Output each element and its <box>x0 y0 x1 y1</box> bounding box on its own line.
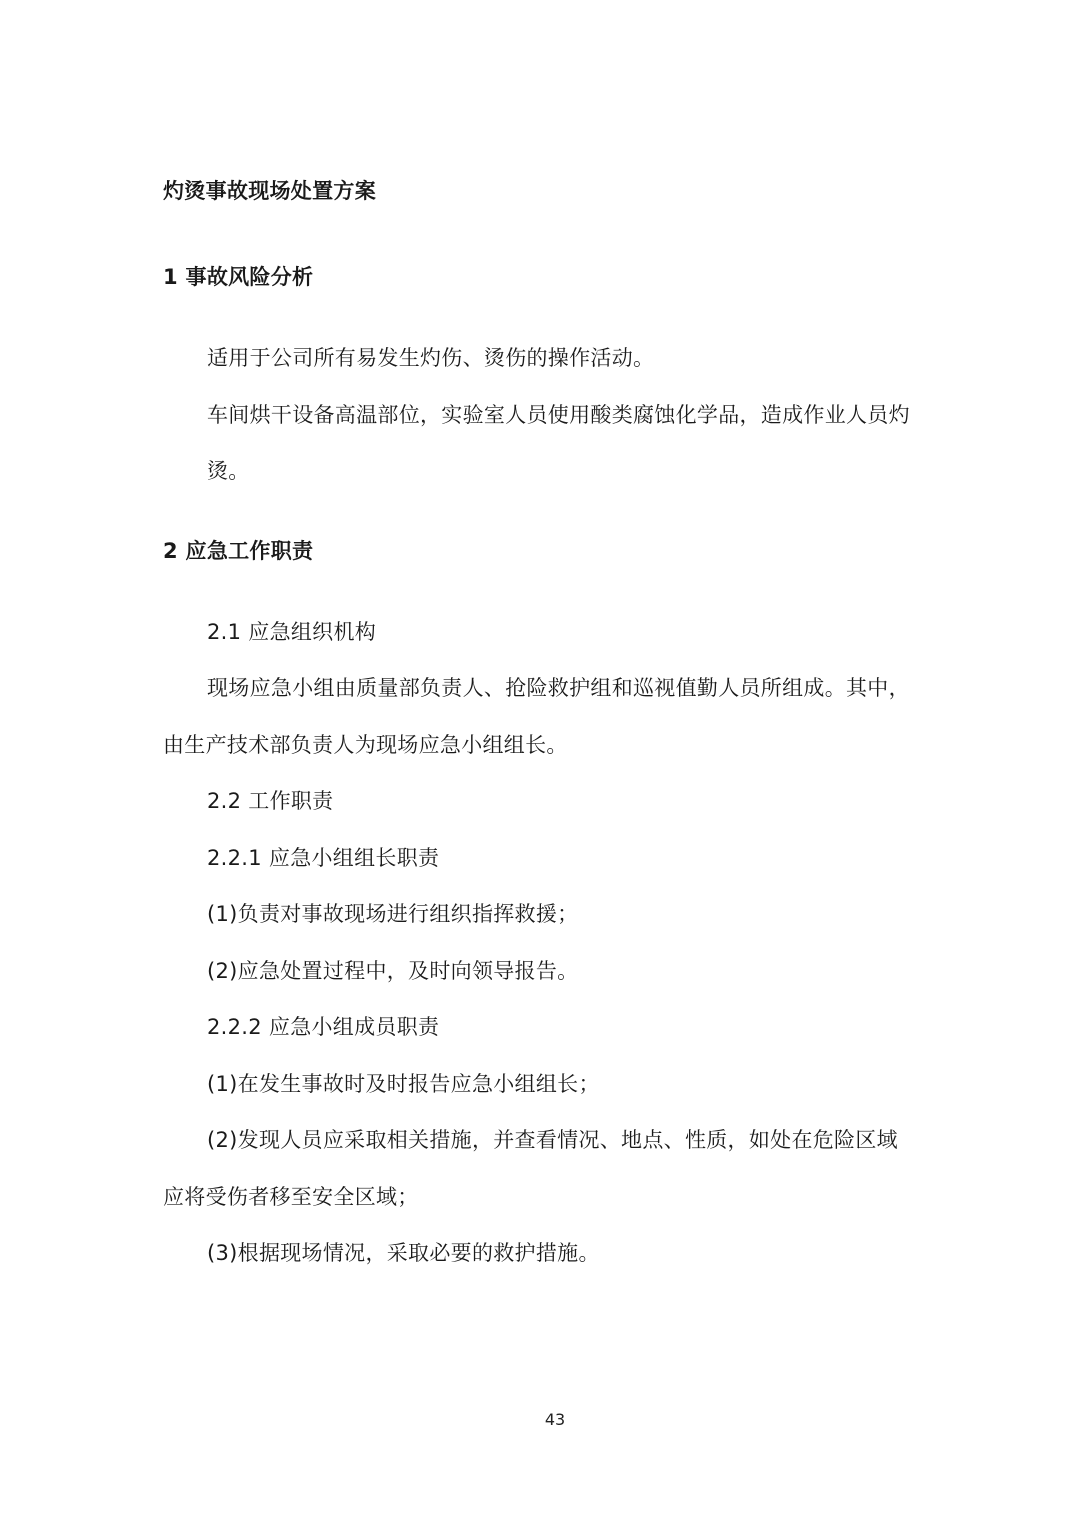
document-title: 灼烫事故现场处置方案 <box>163 179 376 203</box>
section-1-paragraph-1: 适用于公司所有易发生灼伤、烫伤的操作活动。 <box>207 346 655 370</box>
leader-duty-item-2: (2)应急处置过程中，及时向领导报告。 <box>207 959 579 983</box>
section-2-heading: 2 应急工作职责 <box>163 539 314 563</box>
subsection-2-1-heading: 2.1 应急组织机构 <box>207 620 377 644</box>
section-1-heading: 1 事故风险分析 <box>163 265 314 289</box>
subsection-2-2-1-heading: 2.2.1 应急小组组长职责 <box>207 846 440 870</box>
subsection-2-1-paragraph-line-2: 由生产技术部负责人为现场应急小组组长。 <box>163 733 568 757</box>
member-duty-item-1: (1)在发生事故时及时报告应急小组组长； <box>207 1072 600 1096</box>
page-number: 43 <box>544 1410 566 1429</box>
member-duty-item-2-line-2: 应将受伤者移至安全区域； <box>163 1185 419 1209</box>
subsection-2-2-2-heading: 2.2.2 应急小组成员职责 <box>207 1015 440 1039</box>
section-1-paragraph-2-line-2: 烫。 <box>207 459 250 483</box>
leader-duty-item-1: (1)负责对事故现场进行组织指挥救援； <box>207 902 579 926</box>
section-1-paragraph-2-line-1: 车间烘干设备高温部位，实验室人员使用酸类腐蚀化学品，造成作业人员灼 <box>207 403 910 427</box>
member-duty-item-2-line-1: (2)发现人员应采取相关措施，并查看情况、地点、性质，如处在危险区域 <box>207 1128 898 1152</box>
member-duty-item-3: (3)根据现场情况，采取必要的救护措施。 <box>207 1241 600 1265</box>
subsection-2-1-paragraph-line-1: 现场应急小组由质量部负责人、抢险救护组和巡视值勤人员所组成。其中， <box>207 676 910 700</box>
subsection-2-2-heading: 2.2 工作职责 <box>207 789 334 813</box>
